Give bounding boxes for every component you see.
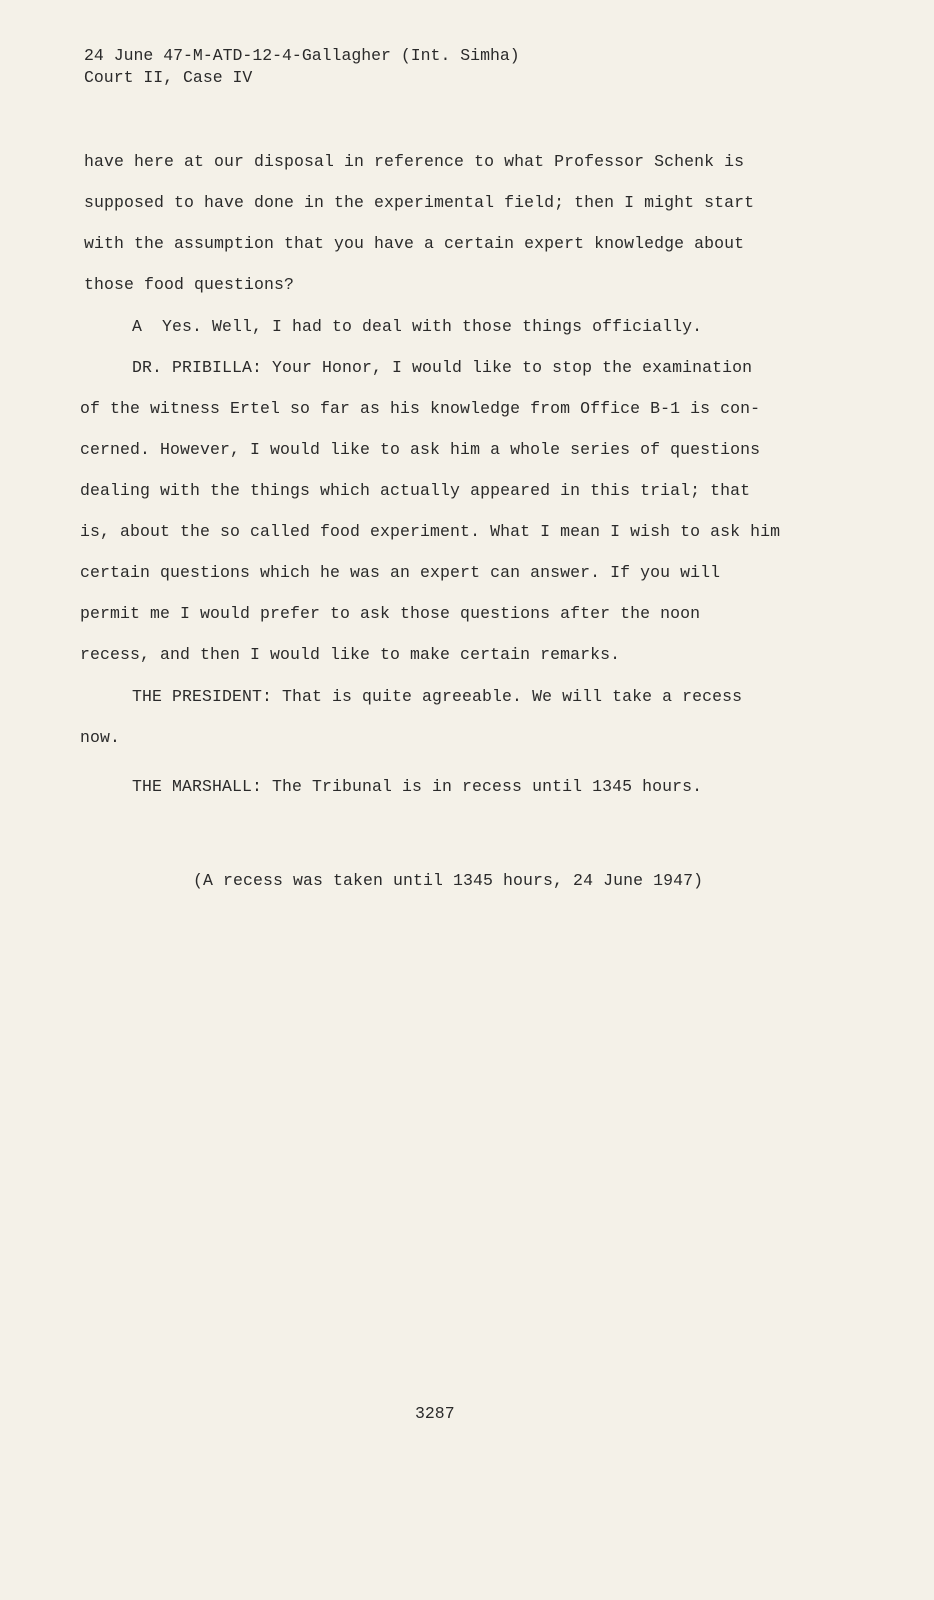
- body-line-15: now.: [80, 728, 121, 747]
- body-line-3: with the assumption that you have a certain expert knowledge about: [84, 234, 745, 253]
- body-line-9: dealing with the things which actually appeared in this trial; that: [80, 481, 751, 500]
- body-line-11: certain questions which he was an expert can answer. If you will: [80, 563, 721, 582]
- header-court-line: Court II, Case IV: [84, 68, 253, 87]
- recess-note: (A recess was taken until 1345 hours, 24 June 1947): [193, 871, 704, 890]
- body-line-16: THE MARSHALL: The Tribunal is in recess until 1345 hours.: [132, 777, 703, 796]
- page-number: 3287: [415, 1404, 455, 1423]
- body-line-12: permit me I would prefer to ask those questions after the noon: [80, 604, 701, 623]
- header-session-line: 24 June 47-M-ATD-12-4-Gallagher (Int. Simha): [84, 46, 520, 65]
- body-line-6: DR. PRIBILLA: Your Honor, I would like to stop the examination: [132, 358, 753, 377]
- body-line-5: A Yes. Well, I had to deal with those things officially.: [132, 317, 703, 336]
- body-line-8: cerned. However, I would like to ask him a whole series of questions: [80, 440, 761, 459]
- body-line-14: THE PRESIDENT: That is quite agreeable. We will take a recess: [132, 687, 743, 706]
- body-line-10: is, about the so called food experiment. What I mean I wish to ask him: [80, 522, 781, 541]
- body-line-7: of the witness Ertel so far as his knowledge from Office B-1 is con-: [80, 399, 761, 418]
- body-line-4: those food questions?: [84, 275, 295, 294]
- body-line-1: have here at our disposal in reference to what Professor Schenk is: [84, 152, 745, 171]
- body-line-2: supposed to have done in the experimental field; then I might start: [84, 193, 755, 212]
- body-line-13: recess, and then I would like to make certain remarks.: [80, 645, 621, 664]
